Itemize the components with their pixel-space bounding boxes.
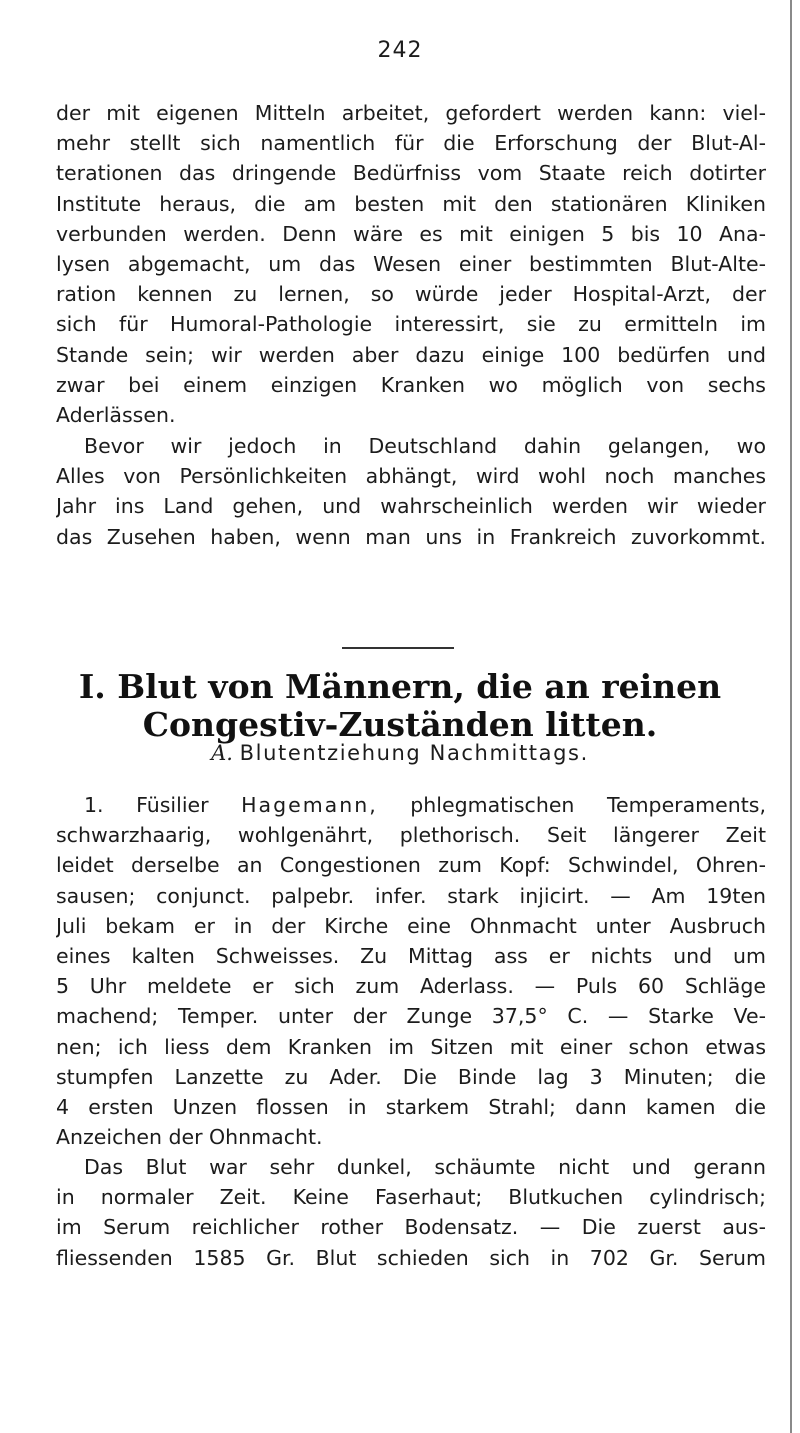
section-heading-line-2: Congestiv-Zuständen litten. [142,705,658,744]
paragraph-2 [56,431,766,552]
section-separator [342,647,454,649]
text-line: zwar bei einem einzigen Kranken wo möglich von sechs [56,372,766,397]
text-line: 5 Uhr meldete er sich zum Aderlass. — Puls 60 Schläge [56,974,766,999]
subsection-title: Blutentziehung Nachmittags. [239,741,589,765]
subsection-heading [0,738,800,768]
text-line: leidet derselbe an Congestionen zum Kopf: Schwindel, Ohren- [56,853,766,878]
case-1 [56,790,766,1152]
text-line: ration kennen zu lernen, so würde jeder Hospital-Arzt, der [56,282,766,307]
text-line: Jahr ins Land gehen, und wahrscheinlich werden wir wieder [56,494,766,519]
text-line: terationen das dringende Bedürfniss vom Staate reich dotirter [56,161,766,186]
text-line: der mit eigenen Mitteln arbeitet, gefordert werden kann: viel- [56,101,766,125]
section-heading-line-1: I. Blut von Männern, die an reinen [78,667,722,706]
text-line: schwarzhaarig, wohlgenährt, plethorisch. Seit längerer Zeit [56,823,766,848]
subsection-letter: A. [211,741,233,765]
text-line: nen; ich liess dem Kranken im Sitzen mit einer schon etwas [56,1034,766,1059]
paragraph-1 [56,98,766,430]
text-line: 4 ersten Unzen flossen in starkem Strahl; dann kamen die [56,1094,766,1119]
text-line: Bevor wir jedoch in Deutschland dahin gelangen, wo [84,434,766,458]
text-line: in normaler Zeit. Keine Faserhaut; Blutkuchen cylindrisch; [56,1185,766,1210]
text-line: verbunden werden. Denn wäre es mit einigen 5 bis 10 Ana- [56,221,766,246]
text-line: das Zusehen haben, wenn man uns in Frankreich zuvorkommt. [56,524,766,549]
text-line: im Serum reichlicher rother Bodensatz. — Die zuerst aus- [56,1215,766,1240]
text-line: eines kalten Schweisses. Zu Mittag ass er nichts und um [56,943,766,968]
text-line: sich für Humoral-Pathologie interessirt, sie zu ermitteln im [56,312,766,337]
text-line: Aderlässen. [56,402,176,427]
patient-name: Hagemann, [241,793,378,817]
text-line: Institute heraus, die am besten mit den stationären Kliniken [56,191,766,216]
text-line: lysen abgemacht, um das Wesen einer bestimmten Blut-Alte- [56,251,766,276]
text-line: fliessenden 1585 Gr. Blut schieden sich in 702 Gr. Serum [56,1245,766,1270]
case-temperament: phlegmatischen Temperaments, [410,793,766,817]
case-number: 1. [84,793,104,817]
text-line: stumpfen Lanzette zu Ader. Die Binde lag 3 Minuten; die [56,1064,766,1089]
text-line: Alles von Persönlichkeiten abhängt, wird wohl noch manches [56,464,766,489]
text-line: Juli bekam er in der Kirche eine Ohnmacht unter Ausbruch [56,913,766,938]
text-line: sausen; conjunct. palpebr. infer. stark injicirt. — Am 19ten [56,883,766,908]
text-line: Stande sein; wir werden aber dazu einige 100 bedürfen und [56,342,766,367]
case-first-line [56,790,766,820]
text-line: Anzeichen der Ohnmacht. [56,1125,323,1150]
text-line: mehr stellt sich namentlich für die Erforschung der Blut-Al- [56,131,766,156]
case-rank: Füsilier [136,793,209,817]
page-number: 242 [377,38,423,63]
text-line: Das Blut war sehr dunkel, schäumte nicht und gerann [84,1155,766,1179]
paragraph-3 [56,1152,766,1273]
text-line: machend; Temper. unter der Zunge 37,5° C. — Starke Ve- [56,1004,766,1029]
